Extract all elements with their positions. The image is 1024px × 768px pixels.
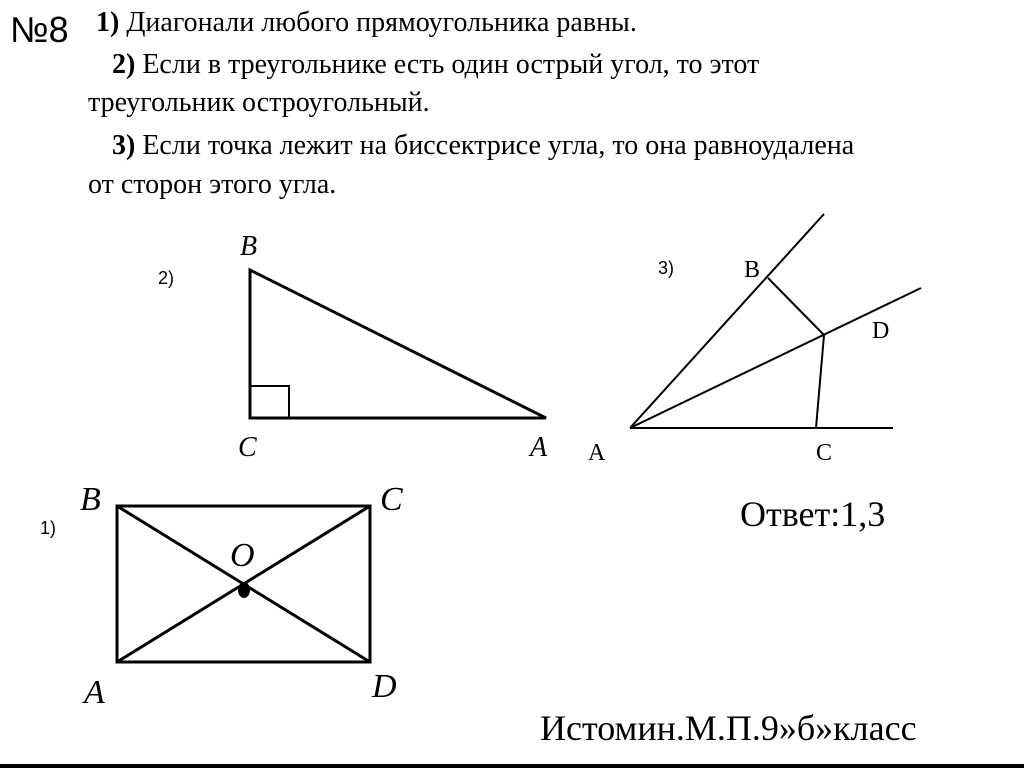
perpendicular-DC	[816, 335, 824, 428]
angle-bisector-ray	[630, 288, 921, 428]
rectangle-vertex-A: A	[84, 674, 105, 711]
perpendicular-DB	[768, 278, 824, 335]
angle-point-D: D	[872, 318, 890, 344]
angle-point-C: C	[816, 440, 833, 466]
bottom-border	[0, 764, 1024, 768]
angle-upper-ray	[630, 214, 824, 428]
triangle-figure-label: 2)	[158, 268, 175, 288]
triangle-shape	[250, 270, 546, 418]
rectangle-vertex-B: B	[80, 481, 101, 518]
statement-2-line-2: треугольник остроугольный.	[88, 87, 430, 118]
rectangle-center-O: O	[230, 537, 255, 574]
triangle-vertex-C: C	[238, 432, 257, 463]
triangle-vertex-A: A	[530, 432, 548, 463]
right-angle-marker	[250, 386, 289, 418]
statement-2-number: 2)	[112, 49, 136, 80]
intersection-point-O	[238, 582, 250, 598]
angle-point-A: A	[588, 440, 606, 466]
triangle-vertex-B: B	[240, 231, 258, 262]
statement-1-number: 1)	[96, 7, 120, 38]
statement-3-number: 3)	[112, 130, 136, 161]
statement-2-text-1: Если в треугольнике есть один острый угол, то этот	[135, 49, 760, 80]
problem-number: №8	[10, 9, 69, 50]
rectangle-figure-label: 1)	[40, 518, 57, 538]
statement-3-text-1: Если точка лежит на биссектрисе угла, то она равноудалена	[135, 130, 855, 161]
answer-text: Ответ:1,3	[740, 494, 886, 534]
right-triangle-figure	[250, 270, 546, 418]
author-signature: Истомин.М.П.9»б»класс	[540, 708, 917, 748]
statement-1-text: Диагонали любого прямоугольника равны.	[119, 7, 637, 38]
rectangle-vertex-D: D	[372, 668, 397, 705]
statement-3-line-2: от сторон этого угла.	[88, 169, 337, 200]
angle-figure-label: 3)	[658, 258, 675, 278]
rectangle-vertex-C: C	[380, 481, 403, 518]
angle-point-B: B	[744, 257, 761, 283]
